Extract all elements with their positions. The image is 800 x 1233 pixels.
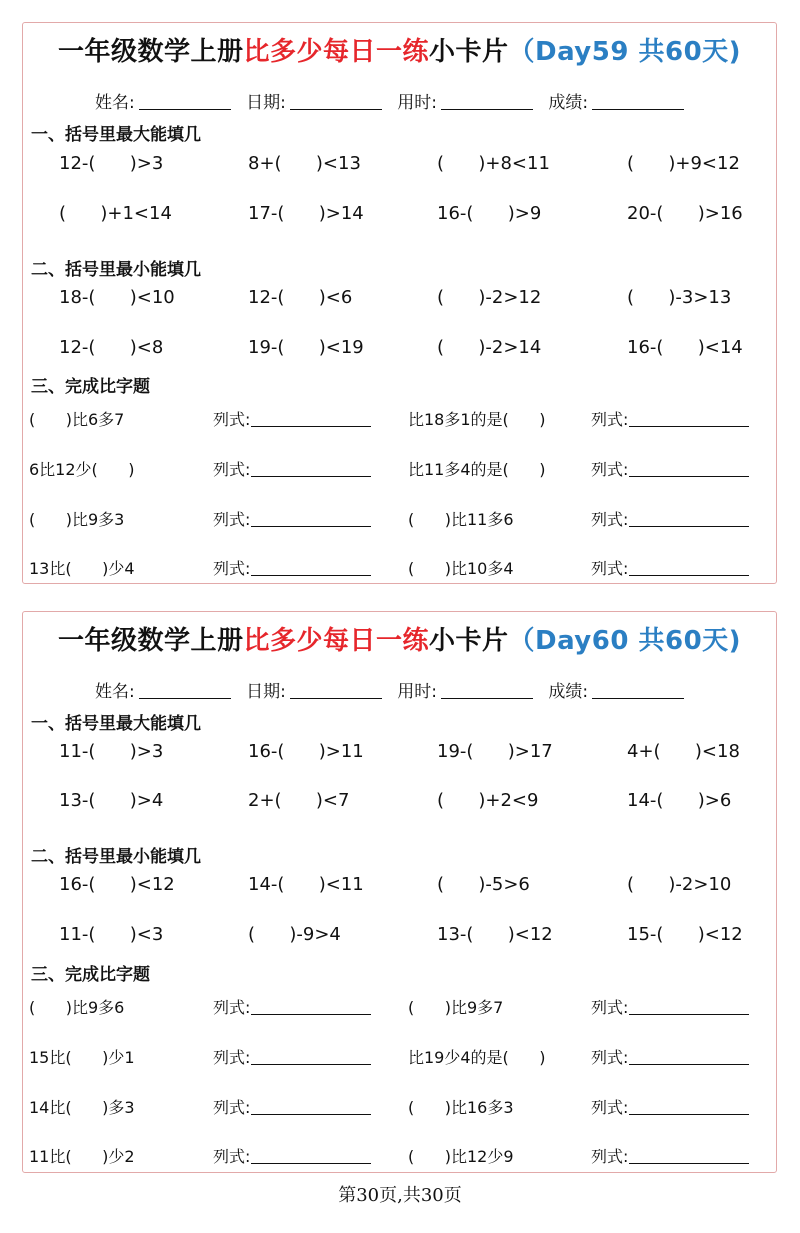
score-label: 成绩: bbox=[548, 682, 589, 702]
problem[interactable]: 4+( )<18 bbox=[627, 741, 740, 762]
formula-field[interactable] bbox=[591, 1095, 749, 1118]
practice-card-day60 bbox=[22, 611, 777, 1173]
formula-label: 列式: bbox=[213, 1147, 251, 1166]
score-field[interactable] bbox=[592, 109, 684, 110]
section-title-max: 一、括号里最大能填几 bbox=[31, 125, 201, 145]
answer-line[interactable] bbox=[251, 476, 371, 477]
formula-label: 列式: bbox=[213, 1048, 251, 1067]
formula-label: 列式: bbox=[213, 460, 251, 479]
problem[interactable]: 12-( )>3 bbox=[59, 153, 164, 174]
name-label: 姓名: bbox=[95, 93, 135, 113]
name-label: 姓名: bbox=[95, 682, 135, 702]
word-problem[interactable]: 14比( )多3 bbox=[29, 1098, 135, 1117]
time-label: 用时: bbox=[397, 682, 438, 702]
formula-field[interactable] bbox=[213, 407, 371, 430]
practice-card-day59 bbox=[22, 22, 777, 584]
formula-label: 列式: bbox=[591, 1048, 629, 1067]
card-title bbox=[23, 620, 776, 657]
word-problem[interactable]: ( )比11多6 bbox=[408, 510, 514, 529]
answer-line[interactable] bbox=[629, 1014, 749, 1015]
section-title-compare: 三、完成比字题 bbox=[31, 965, 150, 985]
formula-label: 列式: bbox=[591, 559, 629, 578]
problem[interactable]: ( )-2>10 bbox=[627, 874, 732, 895]
word-problem[interactable]: 6比12少( ) bbox=[29, 460, 135, 479]
info-row bbox=[95, 88, 694, 113]
word-problem[interactable]: 比18多1的是( ) bbox=[408, 410, 546, 429]
title-prefix: 一年级数学上册 bbox=[57, 626, 244, 656]
problem[interactable]: 16-( )<12 bbox=[59, 874, 175, 895]
formula-label: 列式: bbox=[213, 998, 251, 1017]
word-problem[interactable]: ( )比9多3 bbox=[29, 510, 125, 529]
word-problem[interactable]: ( )比12少9 bbox=[408, 1147, 514, 1166]
formula-label: 列式: bbox=[591, 410, 629, 429]
problem[interactable]: 16-( )>9 bbox=[437, 203, 542, 224]
problem[interactable]: ( )-2>12 bbox=[437, 287, 542, 308]
time-field[interactable] bbox=[441, 698, 533, 699]
problem[interactable]: 16-( )>11 bbox=[248, 741, 364, 762]
answer-line[interactable] bbox=[629, 526, 749, 527]
formula-field[interactable] bbox=[213, 507, 371, 530]
date-field[interactable] bbox=[290, 109, 382, 110]
answer-line[interactable] bbox=[251, 575, 371, 576]
formula-label: 列式: bbox=[213, 510, 251, 529]
section-title-min: 二、括号里最小能填几 bbox=[31, 260, 201, 280]
section-title-max: 一、括号里最大能填几 bbox=[31, 714, 201, 734]
formula-field[interactable] bbox=[213, 556, 371, 579]
word-problem[interactable]: ( )比9多6 bbox=[29, 998, 125, 1017]
section-title-min: 二、括号里最小能填几 bbox=[31, 847, 201, 867]
answer-line[interactable] bbox=[251, 1114, 371, 1115]
formula-label: 列式: bbox=[213, 410, 251, 429]
problem[interactable]: 20-( )>16 bbox=[627, 203, 743, 224]
page-footer: 第30页,共30页 bbox=[338, 1185, 462, 1206]
formula-field[interactable] bbox=[591, 407, 749, 430]
formula-field[interactable] bbox=[591, 457, 749, 480]
problem[interactable]: 11-( )<3 bbox=[59, 924, 164, 945]
date-field[interactable] bbox=[290, 698, 382, 699]
title-prefix: 一年级数学上册 bbox=[57, 37, 244, 67]
answer-line[interactable] bbox=[629, 476, 749, 477]
problem[interactable]: 14-( )<11 bbox=[248, 874, 364, 895]
formula-field[interactable] bbox=[591, 556, 749, 579]
word-problem[interactable]: 比11多4的是( ) bbox=[408, 460, 546, 479]
problem[interactable]: ( )-9>4 bbox=[248, 924, 341, 945]
answer-line[interactable] bbox=[251, 1163, 371, 1164]
section-title-compare: 三、完成比字题 bbox=[31, 377, 150, 397]
answer-line[interactable] bbox=[629, 1114, 749, 1115]
time-label: 用时: bbox=[397, 93, 438, 113]
date-label: 日期: bbox=[246, 682, 286, 702]
problem[interactable]: 13-( )>4 bbox=[59, 790, 164, 811]
formula-field[interactable] bbox=[213, 1095, 371, 1118]
score-field[interactable] bbox=[592, 698, 684, 699]
formula-field[interactable] bbox=[591, 507, 749, 530]
score-label: 成绩: bbox=[548, 93, 589, 113]
word-problem[interactable]: ( )比6多7 bbox=[29, 410, 125, 429]
info-row bbox=[95, 677, 694, 702]
title-mid: 小卡片 bbox=[428, 626, 509, 656]
problem[interactable]: ( )-3>13 bbox=[627, 287, 732, 308]
name-field[interactable] bbox=[139, 698, 231, 699]
problem[interactable]: 8+( )<13 bbox=[248, 153, 361, 174]
formula-label: 列式: bbox=[213, 1098, 251, 1117]
title-mid: 小卡片 bbox=[428, 37, 509, 67]
word-problem[interactable]: ( )比9多7 bbox=[408, 998, 504, 1017]
word-problem[interactable]: 11比( )少2 bbox=[29, 1147, 135, 1166]
formula-field[interactable] bbox=[213, 995, 371, 1018]
word-problem[interactable]: ( )比10多4 bbox=[408, 559, 514, 578]
formula-label: 列式: bbox=[213, 559, 251, 578]
answer-line[interactable] bbox=[251, 1064, 371, 1065]
name-field[interactable] bbox=[139, 109, 231, 110]
problem[interactable]: 12-( )<8 bbox=[59, 337, 164, 358]
problem[interactable]: 11-( )>3 bbox=[59, 741, 164, 762]
problem[interactable]: 19-( )>17 bbox=[437, 741, 553, 762]
answer-line[interactable] bbox=[629, 426, 749, 427]
problem[interactable]: 13-( )<12 bbox=[437, 924, 553, 945]
problem[interactable]: ( )+1<14 bbox=[59, 203, 172, 224]
answer-line[interactable] bbox=[629, 1064, 749, 1065]
formula-field[interactable] bbox=[591, 1045, 749, 1068]
formula-label: 列式: bbox=[591, 460, 629, 479]
problem[interactable]: 16-( )<14 bbox=[627, 337, 743, 358]
problem[interactable]: 14-( )>6 bbox=[627, 790, 732, 811]
title-red: 比多少每日一练 bbox=[243, 37, 429, 67]
formula-field[interactable] bbox=[213, 1144, 371, 1167]
formula-label: 列式: bbox=[591, 1147, 629, 1166]
formula-label: 列式: bbox=[591, 510, 629, 529]
problem[interactable]: ( )+9<12 bbox=[627, 153, 740, 174]
title-day: （Day59 共60天) bbox=[508, 37, 742, 67]
answer-line[interactable] bbox=[629, 1163, 749, 1164]
date-label: 日期: bbox=[246, 93, 286, 113]
problem[interactable]: ( )+8<11 bbox=[437, 153, 550, 174]
problem[interactable]: 2+( )<7 bbox=[248, 790, 350, 811]
word-problem[interactable]: 比19少4的是( ) bbox=[408, 1048, 546, 1067]
card-title bbox=[23, 31, 776, 68]
title-red: 比多少每日一练 bbox=[243, 626, 429, 656]
problem[interactable]: ( )-2>14 bbox=[437, 337, 542, 358]
answer-line[interactable] bbox=[251, 1014, 371, 1015]
answer-line[interactable] bbox=[251, 526, 371, 527]
word-problem[interactable]: 15比( )少1 bbox=[29, 1048, 135, 1067]
formula-field[interactable] bbox=[591, 1144, 749, 1167]
formula-field[interactable] bbox=[213, 1045, 371, 1068]
problem[interactable]: 15-( )<12 bbox=[627, 924, 743, 945]
formula-field[interactable] bbox=[591, 995, 749, 1018]
title-day: （Day60 共60天) bbox=[508, 626, 742, 656]
problem[interactable]: ( )-5>6 bbox=[437, 874, 530, 895]
formula-field[interactable] bbox=[213, 457, 371, 480]
word-problem[interactable]: ( )比16多3 bbox=[408, 1098, 514, 1117]
problem[interactable]: 18-( )<10 bbox=[59, 287, 175, 308]
answer-line[interactable] bbox=[629, 575, 749, 576]
problem[interactable]: 12-( )<6 bbox=[248, 287, 353, 308]
problem[interactable]: 17-( )>14 bbox=[248, 203, 364, 224]
answer-line[interactable] bbox=[251, 426, 371, 427]
problem[interactable]: ( )+2<9 bbox=[437, 790, 539, 811]
time-field[interactable] bbox=[441, 109, 533, 110]
formula-label: 列式: bbox=[591, 1098, 629, 1117]
formula-label: 列式: bbox=[591, 998, 629, 1017]
word-problem[interactable]: 13比( )少4 bbox=[29, 559, 135, 578]
problem[interactable]: 19-( )<19 bbox=[248, 337, 364, 358]
